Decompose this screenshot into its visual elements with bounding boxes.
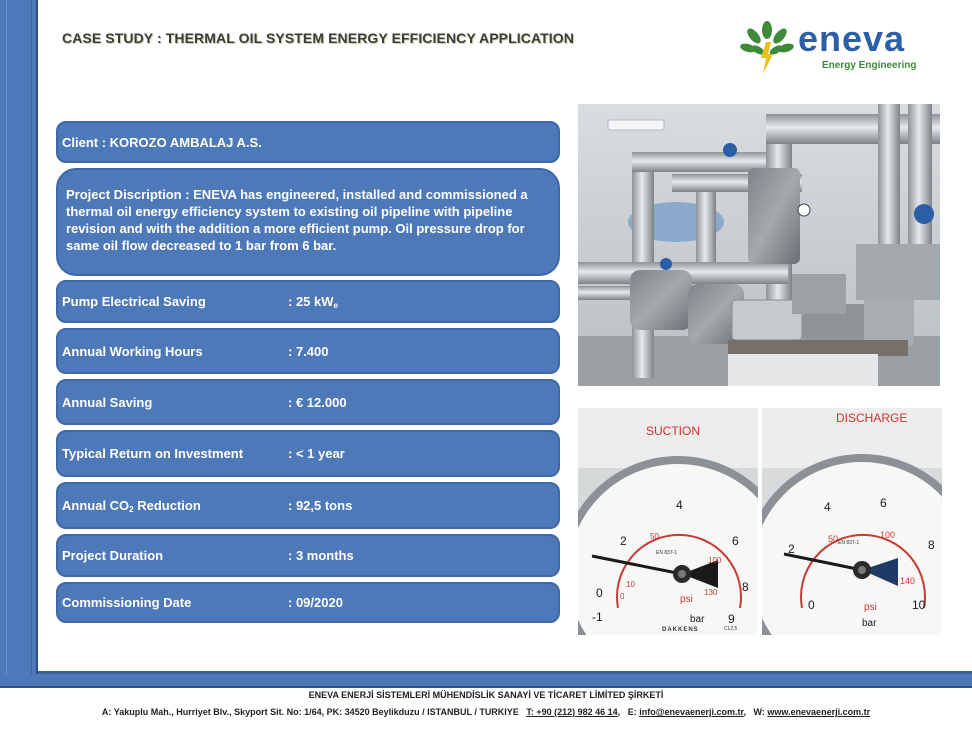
row-value: : 09/2020	[288, 595, 343, 610]
eneva-logo	[740, 20, 940, 76]
tree-icon	[740, 20, 794, 76]
footer-band	[0, 674, 972, 686]
company-name: ENEVA ENERJİ SİSTEMLERİ MÜHENDİSLİK SANAYİ VE TİCARET LİMİTED ŞİRKETİ	[308, 690, 664, 700]
email-link[interactable]: info@enevaenerji.com.tr	[639, 707, 744, 717]
footer-rule-bottom	[0, 686, 972, 688]
client-box	[56, 121, 560, 163]
contact-line: A: Yakuplu Mah., Hurriyet Blv., Skyport Sit. No: 1/64, PK: 34520 Beylikduzu / ISTANBUL / TURKIYE T: +90 (212) 982 46 14, E: info@enevaenerji.com.tr, W: www.enevaenerji.com.tr	[101, 707, 871, 717]
row-value: : 3 months	[288, 548, 354, 563]
row-value: : 25 $kW_e$	[288, 293, 338, 310]
row-value: : < 1 year	[288, 446, 345, 461]
client-text: Client : KOROZO AMBALAJ A.S.	[62, 134, 262, 150]
row-commissioning-date	[56, 582, 560, 623]
suction-dial-psi: 0 10 50 100 130 psi EN 837-1	[620, 532, 722, 605]
row-annual-working-hours	[56, 328, 560, 374]
row-value: : 7.400	[288, 343, 329, 359]
row-value: : € 12.000	[288, 394, 347, 410]
suction-brand: DAKKENS	[662, 627, 699, 633]
suction-unit-bar: bar	[690, 614, 705, 625]
row-label: Annual Working Hours	[62, 343, 203, 359]
suction-class: CL2,5	[724, 626, 738, 632]
row-label: Project Duration	[62, 548, 164, 563]
pump-installation-photo	[578, 104, 940, 386]
address-text: A: Yakuplu Mah., Hurriyet Blv., Skyport Sit. No: 1/64, PK: 34520 Beylikduzu / ISTANBUL / TURKIYE	[101, 707, 519, 717]
left-accent-bar-inner	[6, 0, 32, 688]
row-label: Annual Saving	[62, 394, 153, 410]
row-label: Commissioning Date	[62, 595, 192, 610]
discharge-dial-ticks: 0 2 4 6 8 10	[788, 496, 935, 612]
web-link[interactable]: www.enevaenerji.com.tr	[767, 707, 871, 717]
row-annual-saving	[56, 379, 560, 425]
description-box	[56, 168, 560, 276]
discharge-unit-bar: bar	[862, 618, 877, 629]
row-project-duration	[56, 534, 560, 577]
row-return-on-investment	[56, 430, 560, 477]
web-prefix: W:	[753, 707, 768, 717]
row-label: Annual $CO_2$ Reduction	[62, 497, 201, 514]
discharge-label: DISCHARGE	[836, 411, 908, 425]
row-value: : 92,5 tons	[288, 498, 353, 513]
row-label: Typical Return on Investment	[62, 446, 244, 461]
email-prefix: E:	[627, 707, 640, 717]
suction-dial-ticks: -1 0 2 4 6 8 9	[592, 498, 749, 626]
page-title: CASE STUDY : THERMAL OIL SYSTEM ENERGY EFFICIENCY APPLICATION	[62, 30, 574, 46]
discharge-dial-psi: 50 100 140 psi EN 837-1	[828, 530, 916, 613]
phone-link[interactable]: T: +90 (212) 982 46 14	[526, 707, 618, 717]
left-accent-bar	[0, 0, 38, 688]
logo-wordmark: eneva	[798, 18, 906, 59]
row-label: Pump Electrical Saving	[62, 294, 206, 309]
row-co2-reduction	[56, 482, 560, 529]
suction-label: SUCTION	[646, 424, 700, 438]
description-text: Project Discription : ENEVA has engineered, installed and commissioned a thermal oil energy efficiency system to existing oil pipeline with pipeline revision and with the addition a more efficient pump. Oil pressure drop for same oil flow decreased to 1 bar from 6 bar.	[66, 187, 528, 254]
row-pump-electrical-saving	[56, 280, 560, 323]
logo-subtitle: Energy Engineering	[822, 60, 917, 71]
